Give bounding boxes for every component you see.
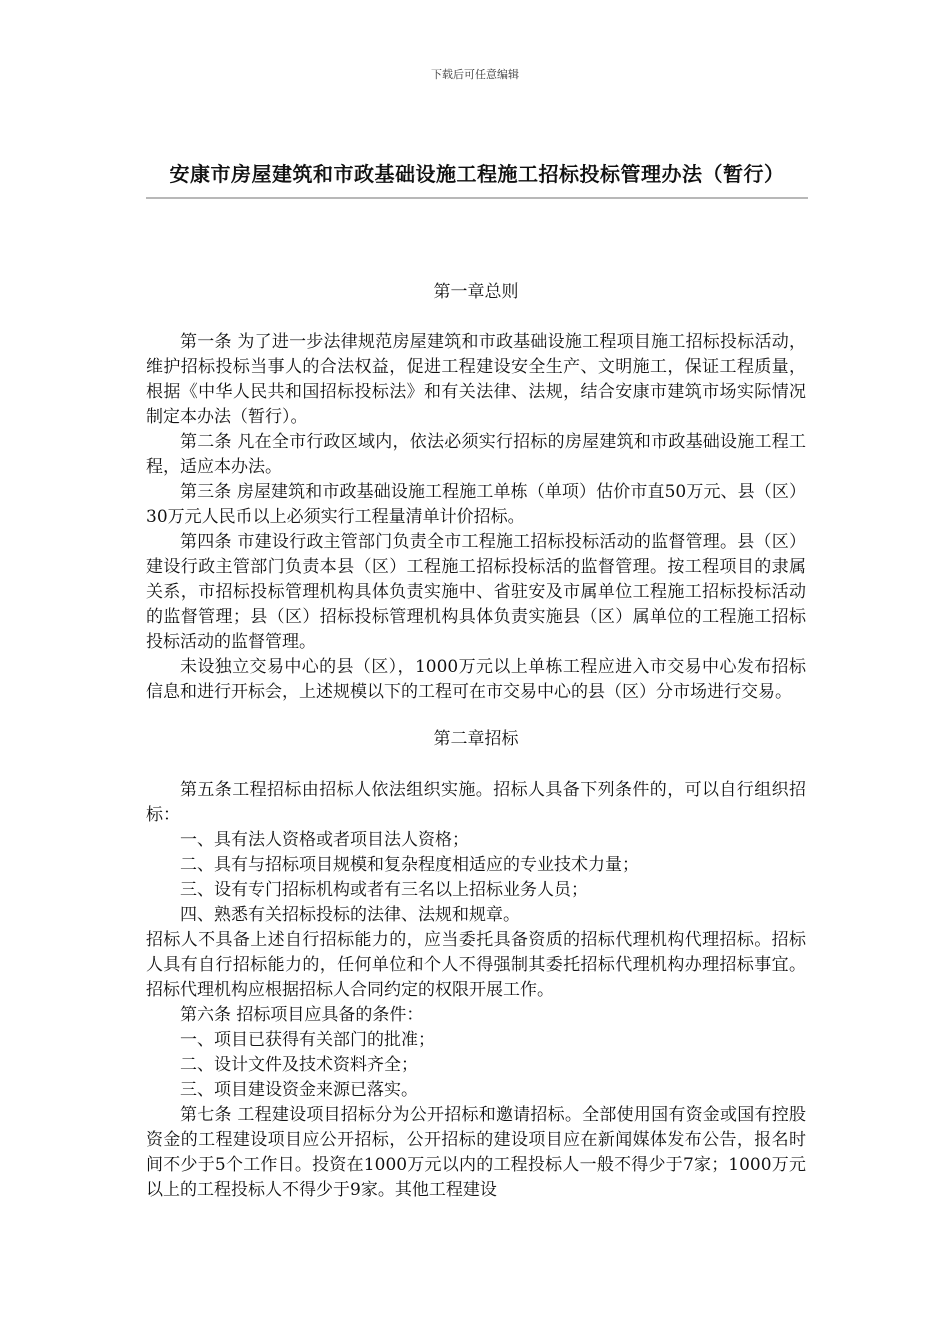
document-title: 安康市房屋建筑和市政基础设施工程施工招标投标管理办法（暂行） — [169, 162, 785, 186]
article-2: 第二条 凡在全市行政区域内，依法必须实行招标的房屋建筑和市政基础设施工程工程，适应本办法。 — [146, 432, 806, 477]
title-divider — [146, 197, 808, 199]
article-5-item-3: 三、设有专门招标机构或者有三名以上招标业务人员； — [180, 880, 588, 900]
article-5-item-4: 四、熟悉有关招标投标的法律、法规和规章。 — [180, 905, 520, 925]
article-1: 第一条 为了进一步法律规范房屋建筑和市政基础设施工程项目施工招标投标活动，维护招标投标当事人的合法权益，促进工程建设安全生产、文明施工，保证工程质量，根据《中华人民共和国招标投标法》和有关法律、法规，结合安康市建筑市场实际情况制定本办法（暂行）。 — [146, 332, 806, 427]
article-3: 第三条 房屋建筑和市政基础设施工程施工单栋（单项）估价市直50万元、县（区）30万元人民币以上必须实行工程量清单计价招标。 — [146, 482, 806, 527]
article-6: 第六条 招标项目应具备的条件： — [180, 1005, 424, 1025]
article-4-supplement: 未设独立交易中心的县（区），1000万元以上单栋工程应进入市交易中心发布招标信息和进行开标会，上述规模以下的工程可在市交易中心的县（区）分市场进行交易。 — [146, 657, 806, 702]
article-5-item-1: 一、具有法人资格或者项目法人资格； — [180, 830, 469, 850]
article-6-item-2: 二、设计文件及技术资料齐全； — [180, 1055, 418, 1075]
article-5-item-2: 二、具有与招标项目规模和复杂程度相适应的专业技术力量； — [180, 855, 639, 875]
article-7: 第七条 工程建设项目招标分为公开招标和邀请招标。全部使用国有资金或国有控股资金的工程建设项目应公开招标，公开招标的建设项目应在新闻媒体发布公告，报名时间不少于5个工作日。投资在1000万元以内的工程投标人一般不得少于7家；1000万元以上的工程投标人不得少于9家。其他工程建设 — [146, 1105, 806, 1200]
article-4: 第四条 市建设行政主管部门负责全市工程施工招标投标活动的监督管理。县（区）建设行政主管部门负责本县（区）工程施工招标投标活的监督管理。按工程项目的隶属关系，市招标投标管理机构具体负责实施中、省驻安及市属单位工程施工招标投标活动的监督管理；县（区）招标投标管理机构具体负责实施县（区）属单位的工程施工招标投标活动的监督管理。 — [146, 532, 806, 652]
article-6-item-1: 一、项目已获得有关部门的批准； — [180, 1030, 435, 1050]
document-body — [146, 280, 806, 1203]
page-header-note: 下载后可任意编辑 — [431, 68, 519, 81]
article-5: 第五条工程招标由招标人依法组织实施。招标人具备下列条件的，可以自行组织招标： — [146, 780, 806, 825]
chapter-1-heading: 第一章总则 — [433, 282, 519, 302]
article-6-item-3: 三、项目建设资金来源已落实。 — [180, 1080, 418, 1100]
article-5-note: 招标人不具备上述自行招标能力的，应当委托具备资质的招标代理机构代理招标。招标人具有自行招标能力的，任何单位和个人不得强制其委托招标代理机构办理招标事宜。招标代理机构应根据招标人合同约定的权限开展工作。 — [146, 930, 806, 1000]
chapter-2-heading: 第二章招标 — [433, 729, 519, 749]
